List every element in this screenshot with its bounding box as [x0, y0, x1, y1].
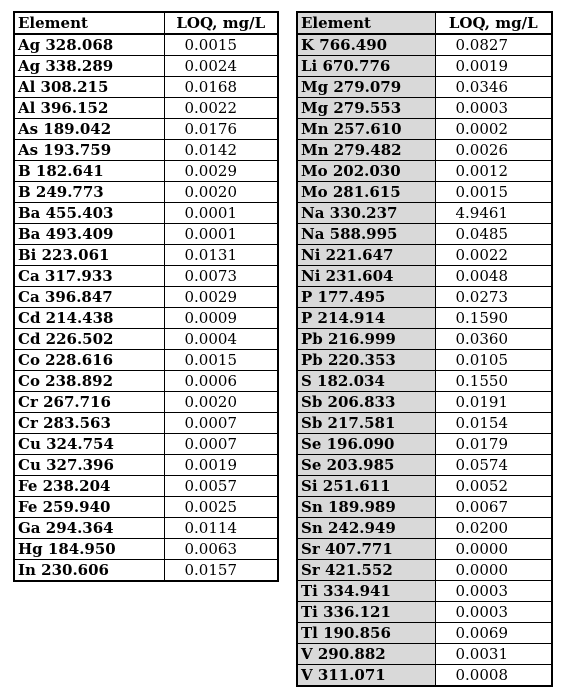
table-row	[14, 224, 278, 245]
element-cell: As 189.042	[14, 119, 164, 140]
loq-value-cell: 0.0067	[435, 497, 552, 518]
table-row	[297, 371, 552, 392]
table-row	[297, 623, 552, 644]
loq-value-cell: 0.0142	[164, 140, 278, 161]
table-body-right	[297, 34, 552, 686]
table-row	[297, 308, 552, 329]
element-cell: Se 196.090	[297, 434, 435, 455]
element-cell: Ca 317.933	[14, 266, 164, 287]
table-row	[14, 34, 278, 56]
loq-value-cell: 0.0003	[435, 581, 552, 602]
element-cell: Ni 221.647	[297, 245, 435, 266]
element-cell: Ga 294.364	[14, 518, 164, 539]
loq-value-cell: 0.0069	[435, 623, 552, 644]
loq-value-cell: 0.0026	[435, 140, 552, 161]
element-cell: Na 330.237	[297, 203, 435, 224]
table-header-row	[14, 12, 278, 34]
loq-value-cell: 0.0004	[164, 329, 278, 350]
table-row	[14, 476, 278, 497]
element-cell: Mn 279.482	[297, 140, 435, 161]
loq-value-cell: 0.0001	[164, 224, 278, 245]
loq-value-cell: 0.0019	[164, 455, 278, 476]
element-cell: K 766.490	[297, 34, 435, 56]
element-cell: Co 228.616	[14, 350, 164, 371]
element-cell: Sn 242.949	[297, 518, 435, 539]
element-cell: Mg 279.553	[297, 98, 435, 119]
table-row	[297, 224, 552, 245]
loq-value-cell: 0.0020	[164, 392, 278, 413]
element-cell: P 214.914	[297, 308, 435, 329]
loq-value-cell: 0.0022	[164, 98, 278, 119]
table-row	[297, 287, 552, 308]
loq-value-cell: 0.0000	[435, 539, 552, 560]
loq-value-cell: 0.0191	[435, 392, 552, 413]
element-cell: S 182.034	[297, 371, 435, 392]
loq-value-cell: 0.0015	[435, 182, 552, 203]
element-cell: Cd 214.438	[14, 308, 164, 329]
table-row	[14, 434, 278, 455]
table-row	[14, 287, 278, 308]
table-row	[14, 98, 278, 119]
table-row	[14, 308, 278, 329]
table-row	[297, 77, 552, 98]
element-cell: Tl 190.856	[297, 623, 435, 644]
element-cell: In 230.606	[14, 560, 164, 582]
loq-value-cell: 0.0157	[164, 560, 278, 582]
loq-value-cell: 0.0827	[435, 34, 552, 56]
table-row	[14, 518, 278, 539]
element-cell: Mg 279.079	[297, 77, 435, 98]
table-row	[297, 98, 552, 119]
element-cell: Sn 189.989	[297, 497, 435, 518]
element-cell: Al 396.152	[14, 98, 164, 119]
table-row	[14, 371, 278, 392]
table-row	[14, 266, 278, 287]
column-header-element: Element	[14, 12, 164, 34]
element-cell: Ni 231.604	[297, 266, 435, 287]
table-row	[14, 56, 278, 77]
loq-value-cell: 0.0025	[164, 497, 278, 518]
table-row	[14, 350, 278, 371]
table-row	[297, 34, 552, 56]
loq-value-cell: 0.0200	[435, 518, 552, 539]
table-row	[297, 434, 552, 455]
element-cell: Hg 184.950	[14, 539, 164, 560]
element-cell: Ca 396.847	[14, 287, 164, 308]
table-row	[297, 539, 552, 560]
element-cell: B 249.773	[14, 182, 164, 203]
loq-value-cell: 0.0003	[435, 602, 552, 623]
element-cell: Sr 421.552	[297, 560, 435, 581]
element-cell: Si 251.611	[297, 476, 435, 497]
column-header-loq: LOQ, mg/L	[164, 12, 278, 34]
table-row	[14, 455, 278, 476]
element-cell: Ag 338.289	[14, 56, 164, 77]
column-header-element: Element	[297, 12, 435, 34]
table-row	[14, 203, 278, 224]
element-cell: Cu 327.396	[14, 455, 164, 476]
table-row	[297, 644, 552, 665]
loq-value-cell: 0.0574	[435, 455, 552, 476]
table-row	[297, 455, 552, 476]
loq-value-cell: 0.0007	[164, 434, 278, 455]
loq-value-cell: 0.0020	[164, 182, 278, 203]
element-cell: Ti 336.121	[297, 602, 435, 623]
loq-value-cell: 0.0114	[164, 518, 278, 539]
table-row	[297, 140, 552, 161]
table-row	[14, 245, 278, 266]
table-row	[14, 329, 278, 350]
table-body-left	[14, 34, 278, 581]
table-row	[297, 518, 552, 539]
loq-value-cell: 0.0273	[435, 287, 552, 308]
loq-value-cell: 0.0024	[164, 56, 278, 77]
table-row	[297, 665, 552, 687]
element-cell: Ba 493.409	[14, 224, 164, 245]
loq-value-cell: 0.0131	[164, 245, 278, 266]
loq-value-cell: 0.0073	[164, 266, 278, 287]
loq-value-cell: 0.0360	[435, 329, 552, 350]
loq-value-cell: 0.1550	[435, 371, 552, 392]
table-row	[297, 413, 552, 434]
table-row	[297, 245, 552, 266]
loq-value-cell: 0.0052	[435, 476, 552, 497]
element-cell: Cr 267.716	[14, 392, 164, 413]
table-row	[297, 203, 552, 224]
element-cell: Fe 259.940	[14, 497, 164, 518]
loq-value-cell: 0.0019	[435, 56, 552, 77]
loq-value-cell: 0.0485	[435, 224, 552, 245]
table-row	[297, 476, 552, 497]
element-cell: Mo 202.030	[297, 161, 435, 182]
loq-value-cell: 0.0000	[435, 560, 552, 581]
table-row	[297, 581, 552, 602]
loq-value-cell: 0.0008	[435, 665, 552, 687]
loq-table-right	[296, 11, 553, 687]
table-row	[14, 413, 278, 434]
element-cell: Na 588.995	[297, 224, 435, 245]
loq-value-cell: 0.0154	[435, 413, 552, 434]
loq-value-cell: 0.0048	[435, 266, 552, 287]
element-cell: Li 670.776	[297, 56, 435, 77]
table-row	[297, 350, 552, 371]
element-cell: V 311.071	[297, 665, 435, 687]
loq-value-cell: 0.0168	[164, 77, 278, 98]
loq-value-cell: 0.0022	[435, 245, 552, 266]
loq-value-cell: 4.9461	[435, 203, 552, 224]
element-cell: Se 203.985	[297, 455, 435, 476]
table-row	[14, 392, 278, 413]
element-cell: Ba 455.403	[14, 203, 164, 224]
table-row	[14, 560, 278, 582]
element-cell: B 182.641	[14, 161, 164, 182]
table-row	[297, 266, 552, 287]
loq-value-cell: 0.0029	[164, 287, 278, 308]
table-row	[14, 539, 278, 560]
table-row	[297, 497, 552, 518]
element-cell: Cu 324.754	[14, 434, 164, 455]
table-header-row	[297, 12, 552, 34]
element-cell: Mo 281.615	[297, 182, 435, 203]
table-row	[297, 560, 552, 581]
element-cell: Pb 216.999	[297, 329, 435, 350]
loq-value-cell: 0.0057	[164, 476, 278, 497]
element-cell: Ag 328.068	[14, 34, 164, 56]
loq-value-cell: 0.0029	[164, 161, 278, 182]
table-row	[297, 392, 552, 413]
element-cell: Co 238.892	[14, 371, 164, 392]
loq-value-cell: 0.0176	[164, 119, 278, 140]
element-cell: As 193.759	[14, 140, 164, 161]
table-row	[14, 497, 278, 518]
element-cell: Mn 257.610	[297, 119, 435, 140]
loq-value-cell: 0.0063	[164, 539, 278, 560]
element-cell: Sb 217.581	[297, 413, 435, 434]
table-row	[14, 140, 278, 161]
element-cell: Fe 238.204	[14, 476, 164, 497]
element-cell: Ti 334.941	[297, 581, 435, 602]
loq-value-cell: 0.0009	[164, 308, 278, 329]
element-cell: P 177.495	[297, 287, 435, 308]
loq-value-cell: 0.0012	[435, 161, 552, 182]
loq-value-cell: 0.0002	[435, 119, 552, 140]
table-row	[297, 329, 552, 350]
table-row	[297, 602, 552, 623]
element-cell: Sb 206.833	[297, 392, 435, 413]
element-cell: V 290.882	[297, 644, 435, 665]
loq-value-cell: 0.1590	[435, 308, 552, 329]
element-cell: Pb 220.353	[297, 350, 435, 371]
loq-value-cell: 0.0031	[435, 644, 552, 665]
loq-value-cell: 0.0006	[164, 371, 278, 392]
table-row	[14, 182, 278, 203]
loq-value-cell: 0.0346	[435, 77, 552, 98]
table-row	[297, 56, 552, 77]
element-cell: Al 308.215	[14, 77, 164, 98]
element-cell: Cd 226.502	[14, 329, 164, 350]
loq-value-cell: 0.0007	[164, 413, 278, 434]
table-row	[297, 119, 552, 140]
table-row	[297, 182, 552, 203]
element-cell: Sr 407.771	[297, 539, 435, 560]
table-row	[14, 77, 278, 98]
loq-table-left	[13, 11, 279, 582]
loq-value-cell: 0.0001	[164, 203, 278, 224]
table-row	[14, 161, 278, 182]
column-header-loq: LOQ, mg/L	[435, 12, 552, 34]
loq-value-cell: 0.0015	[164, 34, 278, 56]
table-row	[297, 161, 552, 182]
element-cell: Bi 223.061	[14, 245, 164, 266]
loq-value-cell: 0.0105	[435, 350, 552, 371]
loq-value-cell: 0.0003	[435, 98, 552, 119]
loq-value-cell: 0.0015	[164, 350, 278, 371]
table-row	[14, 119, 278, 140]
element-cell: Cr 283.563	[14, 413, 164, 434]
loq-value-cell: 0.0179	[435, 434, 552, 455]
